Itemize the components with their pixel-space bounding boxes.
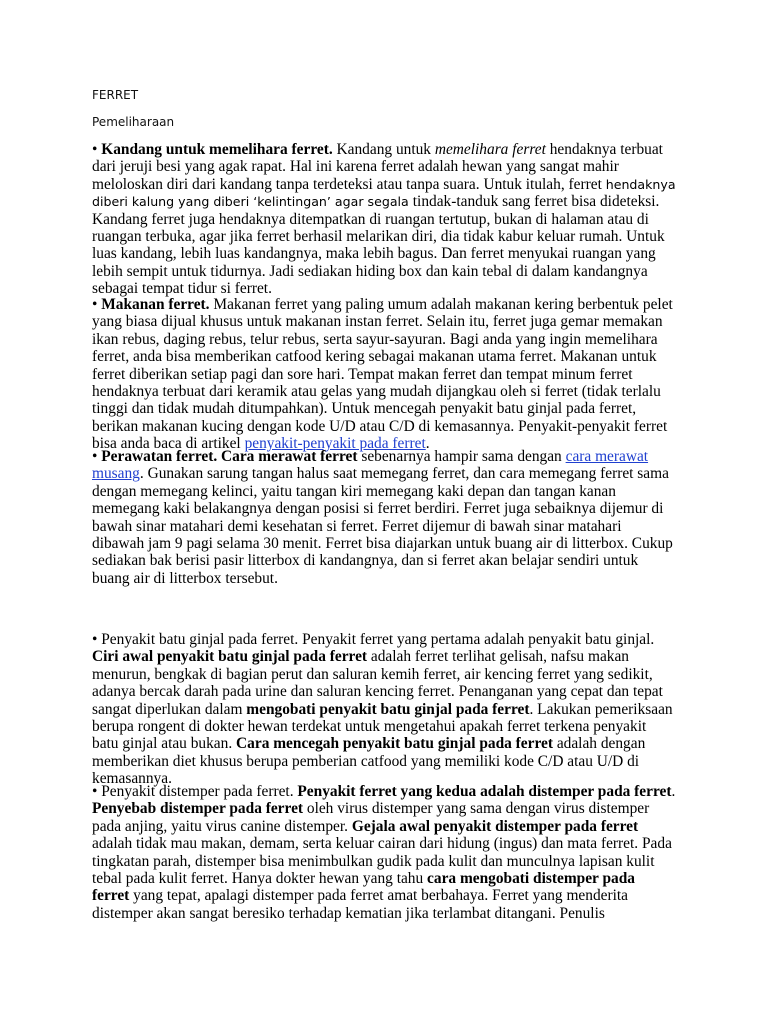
text: . Gunakan sarung tangan halus saat memegang ferret, dan cara memegang ferret sama dengan memegang kelinci, yaitu tangan kiri memegang kaki depan dan tangan kanan memegang kaki belakangnya dengan posisi si ferret berdiri. Ferret juga sebaiknya dijemur di bawah sinar matahari demi kesehatan si ferret. Ferret dijemur di bawah sinar matahari dibawah jam 9 pagi selama 30 menit. Ferret bisa diajarkan untuk buang air di litterbox. Cukup sediakan bak berisi pasir litterbox di kandangnya, dan si ferret akan belajar sendiri untuk buang air di litterbox tersebut. [92, 465, 673, 587]
paragraph-distemper [92, 783, 676, 922]
bold-text: Gejala awal penyakit distemper pada ferret [351, 817, 639, 835]
text: tindak-tanduk sang ferret bisa dideteksi. Kandang ferret juga hendaknya ditempatkan di ruangan tertutup, bukan di halaman atau di ruangan terbuka, agar jika ferret berhasil melarikan diri, dia tidak kabur keluar rumah. Untuk luas kandang, lebih luas kandangnya, maka lebih bagus. Dan ferret menyukai ruangan yang lebih sempit untuk tidurnya. Jadi sediakan hiding box dan kain tebal di dalam kandangnya sebagai tempat tidur si ferret. [92, 193, 665, 298]
paragraph-kandang [92, 141, 676, 298]
section-heading: Pemeliharaan [92, 115, 175, 129]
text: Makanan ferret yang paling umum adalah makanan kering berbentuk pelet yang biasa dijual khusus untuk makanan instan ferret. Selain itu, ferret juga gemar memakan ikan rebus, daging rebus, telur rebus, serta sayur-sayuran. Bagi anda yang ingin memelihara ferret, anda bisa memberikan catfood kering sebagai makanan utama ferret. Makanan untuk ferret diberikan setiap pagi dan sore hari. Tempat makan ferret dan tempat minum ferret hendaknya terbuat dari keramik atau gelas yang mudah dijangkau oleh si ferret (tidak terlalu tinggi dan tidak mudah ditumpahkan). Untuk mencegah penyakit batu ginjal pada ferret, berikan makanan kucing dengan kode U/D atau C/D di kemasannya. Penyakit-penyakit ferret bisa anda baca di artikel [92, 296, 673, 453]
bullet-icon: • [92, 141, 98, 158]
text: Penyakit distemper pada ferret. [101, 783, 298, 800]
bold-text: Penyebab distemper pada ferret [92, 800, 304, 818]
text: oleh virus distemper yang sama dengan virus distemper pada anjing, yaitu virus canine distemper. [92, 800, 650, 835]
bold-text: Ciri awal penyakit batu ginjal pada ferret [92, 648, 368, 666]
text: . [425, 435, 430, 453]
text: . [671, 783, 676, 800]
lead-kandang: Kandang untuk memelihara ferret. [101, 141, 333, 158]
link-cara-merawat-musang[interactable]: cara merawat musang [92, 448, 649, 483]
paragraph-batu-ginjal [92, 631, 676, 788]
bold-text: Penyakit ferret yang kedua adalah distemper pada ferret [297, 783, 672, 800]
bold-text: Cara mencegah penyakit batu ginjal pada ferret [236, 735, 553, 753]
bullet-icon: • [92, 296, 98, 313]
text: adalah tidak mau makan, demam, serta keluar cairan dari hidung (ingus) dan mata ferret. Pada tingkatan parah, distemper bisa menimbulkan gudik pada kulit dan munculnya lapisan kulit tebal pada kulit ferret. Hanya dokter hewan yang tahu [92, 835, 672, 888]
text: yang tepat, apalagi distemper pada ferret amat berbahaya. Ferret yang menderita distemper akan sangat beresiko terhadap kematian jika terlambat ditangani. Penulis [92, 887, 628, 922]
document-title: FERRET [92, 88, 139, 102]
bullet-icon: • [92, 448, 98, 465]
text: adalah dengan memberikan diet khusus berupa pemberian catfood yang memiliki kode C/D atau U/D di kemasannya. [92, 735, 646, 788]
lead-makanan: Makanan ferret. [101, 296, 210, 313]
lead-perawatan: Perawatan ferret. Cara merawat ferret [101, 448, 358, 465]
text: sebenarnya hampir sama dengan [357, 448, 566, 465]
bullet-icon: • [92, 783, 98, 800]
bold-text: mengobati penyakit batu ginjal pada ferret [246, 700, 530, 718]
alt-font-text: hendaknya diberi kalung yang diberi ‘kelintingan’ agar segala [92, 176, 676, 210]
bullet-icon: • [92, 631, 98, 648]
paragraph-perawatan [92, 448, 676, 587]
text: hendaknya terbuat dari jeruji besi yang agak rapat. Hal ini karena ferret adalah hewan yang sangat mahir meloloskan diri dari kandang tanpa terdeteksi atau tanpa suara. Untuk itulah, ferret [92, 141, 663, 193]
bold-text: cara mengobati distemper pada ferret [92, 870, 635, 905]
paragraph-makanan [92, 296, 676, 453]
text: Penyakit batu ginjal pada ferret. Penyakit ferret yang pertama adalah penyakit batu ginjal. [101, 631, 655, 648]
text: Kandang untuk [332, 141, 435, 158]
emphasis-text: memelihara ferret [434, 141, 546, 158]
text: adalah ferret terlihat gelisah, nafsu makan menurun, bengkak di bagian perut dan saluran kemih ferret, air kencing ferret yang sedikit, adanya bercak darah pada urine dan saluran kencing ferret. Penanganan yang cepat dan tepat sangat diperlukan dalam [92, 648, 663, 718]
link-penyakit-ferret[interactable]: penyakit-penyakit pada ferret [244, 435, 426, 453]
text: . Lakukan pemeriksaan berupa rongent di dokter hewan terdekat untuk mengetahui apakah ferret terkena penyakit batu ginjal atau bukan. [92, 700, 673, 753]
